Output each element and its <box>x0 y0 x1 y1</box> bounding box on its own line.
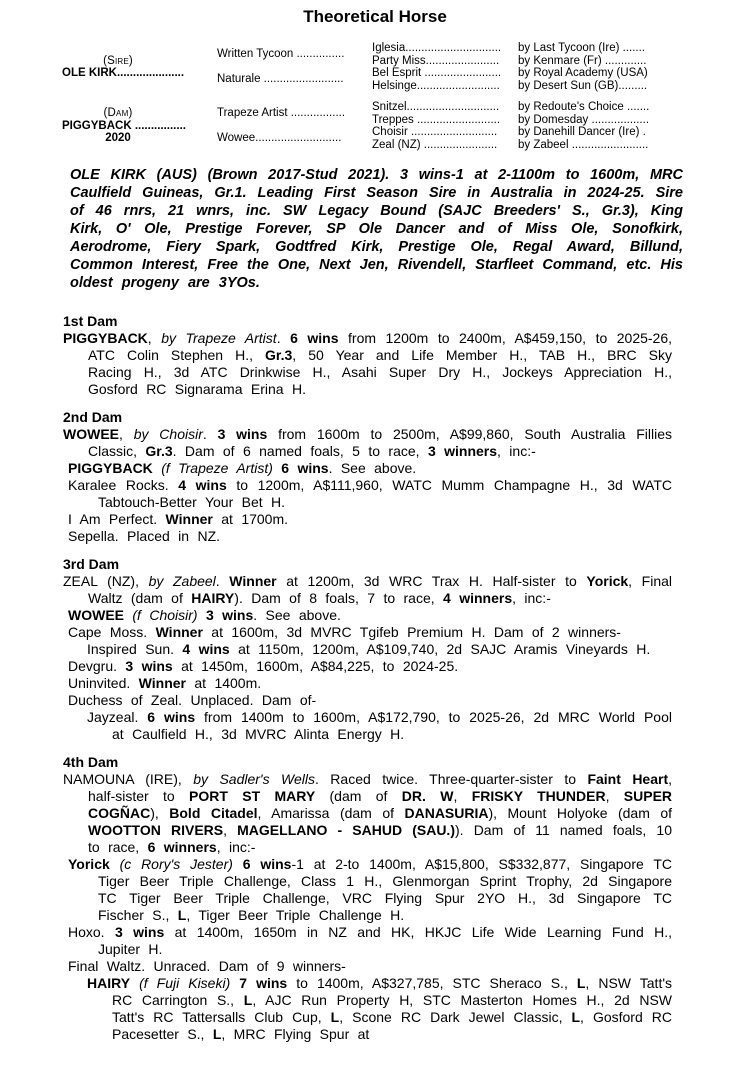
dam-grandparent-name: Zeal (NZ) ....................... <box>372 138 498 151</box>
pedigree-paragraph <box>63 924 672 958</box>
text-segment: 4 wins <box>178 477 227 493</box>
sire-tag: (Sire) <box>103 54 133 67</box>
pedigree-paragraph <box>63 426 672 460</box>
text-segment: by Sadler's Wells <box>193 771 315 787</box>
text-segment: at 1400m, 1650m in NZ and HK, HKJC Life Wide Learning Fund H., Jupiter H. <box>98 924 672 957</box>
text-segment: PORT ST MARY <box>189 788 316 804</box>
text-segment: Faint Heart <box>587 771 669 787</box>
sire-grandparent-sire: by Royal Academy (USA) <box>518 67 648 79</box>
text-segment: at 1450m, 1600m, A$84,225, to 2024-25. <box>172 658 459 674</box>
text-segment: , half-sister to <box>88 771 672 804</box>
sire-grandparent-sire: by Kenmare (Fr) ............. <box>518 54 647 67</box>
pedigree-paragraph <box>63 624 672 641</box>
text-segment: Yorick <box>68 856 110 872</box>
dam-name-cell <box>62 101 217 151</box>
text-segment: from 1200m to 2400m, A$459,150, to 2025-26, ATC Colin Stephen H., <box>88 330 673 363</box>
text-segment: 3 wins <box>114 924 165 940</box>
text-segment: ). Dam of 11 named foals, 10 to race, <box>88 822 672 855</box>
text-segment: Karalee Rocks. <box>68 477 179 493</box>
text-segment: by Trapeze Artist <box>161 330 277 346</box>
dam-section <box>63 754 672 1043</box>
pedigree-paragraph <box>63 856 672 924</box>
dam-grandparent-sire: by Domesday .................. <box>518 113 650 126</box>
text-segment: . <box>202 426 218 442</box>
text-segment: . <box>215 573 230 589</box>
dam-section <box>63 556 672 743</box>
text-segment: 3 winners <box>427 443 498 459</box>
text-segment: . Raced twice. Three-quarter-sister to <box>314 771 588 787</box>
text-segment: , <box>605 788 624 804</box>
text-segment: Gr.3 <box>145 443 173 459</box>
sire-grandparent-name: Party Miss....................... <box>372 54 500 67</box>
text-segment: at 1150m, 1200m, A$109,740, 2d SAJC Aramis Vineyards H. <box>229 641 651 657</box>
text-segment: , Tiger Beer Triple Challenge H. <box>186 907 405 923</box>
text-segment: L <box>576 975 586 991</box>
pedigree-paragraph <box>63 771 672 856</box>
text-segment: at 1400m. <box>185 675 262 691</box>
text-segment: DR. W <box>401 788 454 804</box>
pedigree-paragraph <box>63 658 672 675</box>
text-segment: L <box>571 1009 581 1025</box>
text-segment: Uninvited. <box>68 675 139 691</box>
text-segment: , inc:- <box>497 443 536 459</box>
dam-section-heading: 1st Dam <box>63 313 118 329</box>
dam-section-heading: 2nd Dam <box>63 409 123 425</box>
text-segment: Jayzeal. <box>87 709 148 725</box>
text-segment: . Dam of 6 named foals, 5 to race, <box>172 443 428 459</box>
text-segment: WOOTTON RIVERS <box>88 822 224 838</box>
sire-name: OLE KIRK..................... <box>62 67 185 79</box>
sire-grandparent-name: Iglesia.............................. <box>372 42 502 54</box>
text-segment: , <box>147 330 162 346</box>
pedigree-table <box>62 42 750 151</box>
text-segment: . See above. <box>253 607 341 623</box>
text-segment: Cape Moss. <box>68 624 156 640</box>
dam-parent-name: Trapeze Artist ................. <box>217 107 346 120</box>
text-segment: 3 wins <box>205 607 254 623</box>
pedigree-paragraph <box>63 641 672 658</box>
dam-section <box>63 409 672 545</box>
text-segment: -1 at 2-to 1400m, A$15,800, S$332,877, Singapore TC Tiger Beer Triple Challenge, Class 1 H., Glenmorgan Sprint Trophy, 2d Singapore TC Tiger Beer Triple Challenge, VRC Flying Spur 2YO H., 3d Singapore TC Fischer S., <box>98 856 673 923</box>
text-segment: 6 wins <box>281 460 329 476</box>
text-segment: Duchess of Zeal. Unplaced. Dam of- <box>68 692 317 708</box>
text-segment: 6 wins <box>242 856 292 872</box>
text-segment: PIGGYBACK <box>68 460 153 476</box>
text-segment: , Scone RC Dark Jewel Classic, <box>339 1009 572 1025</box>
text-segment: 6 wins <box>290 330 339 346</box>
text-segment: 4 winners <box>443 590 513 606</box>
text-segment: , <box>119 426 134 442</box>
text-segment: at 1200m, 3d WRC Trax H. Half-sister to <box>276 573 587 589</box>
text-segment: , 50 Year and Life Member H., TAB H., BRC Sky Racing H., 3d ATC Drinkwise H., Asahi Super Dry H., Jockeys Appreciation H., Gosford RC Signarama Erina H. <box>88 347 672 397</box>
text-segment: HAIRY <box>87 975 131 991</box>
text-segment: HAIRY <box>191 590 235 606</box>
dam-grandparent-name: Treppes .......................... <box>372 113 501 126</box>
text-segment: ), Mount Holyoke (dam of <box>488 805 673 821</box>
text-segment: 4 wins <box>182 641 230 657</box>
dam-tag: (Dam) <box>103 107 133 120</box>
text-segment <box>230 975 239 991</box>
text-segment: , Gosford RC Pacesetter S., <box>112 1009 672 1042</box>
pedigree-paragraph <box>63 958 672 975</box>
text-segment: L <box>243 992 253 1008</box>
text-segment: Inspired Sun. <box>87 641 183 657</box>
text-segment: NAMOUNA (IRE), <box>63 771 194 787</box>
text-segment <box>273 460 281 476</box>
text-segment: by Zabeel <box>148 573 216 589</box>
pedigree-paragraph <box>63 528 672 545</box>
text-segment: Final Waltz. Unraced. Dam of 9 winners- <box>68 958 346 974</box>
pedigree-paragraph <box>63 607 672 624</box>
text-segment: . <box>276 330 291 346</box>
dam-section-heading: 4th Dam <box>63 754 119 770</box>
text-segment: , <box>453 788 472 804</box>
dam-grandparent-name: Choisir ........................... <box>372 126 498 138</box>
dam-parent-name: Wowee........................... <box>217 132 342 145</box>
text-segment: (f Choisir) <box>132 607 198 623</box>
sire-name-cell <box>62 42 217 92</box>
text-segment: L <box>330 1009 340 1025</box>
text-segment: Hoxo. <box>68 924 115 940</box>
dam-grandparent-sire: by Danehill Dancer (Ire) . <box>518 126 646 138</box>
text-segment: Winner <box>155 624 203 640</box>
pedigree-paragraph <box>63 709 672 743</box>
dam-section-heading: 3rd Dam <box>63 556 120 572</box>
text-segment <box>233 856 243 872</box>
page-title: Theoretical Horse <box>303 7 447 26</box>
text-segment: (dam of <box>315 788 402 804</box>
sire-parent-name: Naturale ......................... <box>217 73 344 86</box>
text-segment: at 1600m, 3d MVRC Tgifeb Premium H. Dam of 2 winners- <box>202 624 621 640</box>
text-segment: DANASURIA <box>404 805 489 821</box>
text-segment: , inc:- <box>512 590 551 606</box>
text-segment: FRISKY THUNDER <box>471 788 606 804</box>
text-segment: Winner <box>165 511 213 527</box>
text-segment: ZEAL (NZ), <box>63 573 149 589</box>
dam-grandparent-sire: by Zabeel ........................ <box>518 138 649 151</box>
text-segment: (f Fuji Kiseki) <box>139 975 231 991</box>
text-segment: Gr.3 <box>265 347 293 363</box>
text-segment: to 1200m, A$111,960, WATC Mumm Champagne H., 3d WATC Tabtouch-Better Your Bet H. <box>98 477 673 510</box>
text-segment: , Amarissa (dam of <box>257 805 405 821</box>
dam-grandparent-sire: by Redoute's Choice ....... <box>518 101 650 113</box>
text-segment: MAGELLANO - SAHUD (SAU.) <box>237 822 455 838</box>
text-segment: 7 wins <box>239 975 288 991</box>
text-segment: from 1400m to 1600m, A$172,790, to 2025-26, 2d MRC World Pool at Caulfield H., 3d MVRC Alinta Energy H. <box>112 709 672 742</box>
text-segment: at 1700m. <box>212 511 289 527</box>
dam-sections <box>63 313 672 1043</box>
pedigree-paragraph <box>63 573 672 607</box>
text-segment: 3 wins <box>217 426 268 442</box>
sire-grandparent-name: Helsinge.......................... <box>372 79 500 92</box>
text-segment: , AJC Run Property H, STC Masterton Homes H., 2d NSW Tatt's RC Tattersalls Club Cup, <box>112 992 672 1025</box>
text-segment: PIGGYBACK <box>63 330 148 346</box>
text-segment: , Final Waltz (dam of <box>88 573 672 606</box>
dam-section <box>63 313 672 398</box>
text-segment: Bold Citadel <box>169 805 258 821</box>
text-segment: . See above. <box>328 460 417 476</box>
pedigree-paragraph <box>63 975 672 1043</box>
text-segment: L <box>177 907 187 923</box>
pedigree-paragraph <box>63 477 672 511</box>
text-segment: 6 winners <box>147 839 217 855</box>
text-segment: , inc:- <box>216 839 256 855</box>
text-segment: ). Dam of 8 foals, 7 to race, <box>234 590 444 606</box>
pedigree-paragraph <box>63 460 672 477</box>
text-segment: , MRC Flying Spur at <box>221 1026 370 1042</box>
text-segment: Winner <box>229 573 277 589</box>
sire-grandparent-sire: by Desert Sun (GB)......... <box>518 79 648 92</box>
text-segment: Devgru. <box>68 658 126 674</box>
text-segment: (c Rory's Jester) <box>119 856 233 872</box>
text-segment: Yorick <box>586 573 629 589</box>
pedigree-paragraph <box>63 692 672 709</box>
sire-summary: OLE KIRK (AUS) (Brown 2017-Stud 2021). 3 wins-1 at 2-1100m to 1600m, MRC Caulfield Guineas, Gr.1. Leading First Season Sire in Australia in 2024-25. Sire of 46 rnrs, 21 wnrs, inc. SW Legacy Bound (SAJC Breeders' S., Gr.3), King Kirk, O' Ole, Prestige Forever, SP Ole Dancer and of Miss Ole, Sonofkirk, Aerodrome, Fiery Spark, Godtfred Kirk, Prestige Ole, Regal Award, Billund, Common Interest, Free the One, Next Jen, Rivendell, Starfleet Command, etc. His oldest progeny are 3YOs. <box>70 167 683 291</box>
text-segment <box>153 460 161 476</box>
dam-name: PIGGYBACK ................ <box>62 119 186 132</box>
text-segment: 6 wins <box>147 709 196 725</box>
text-segment: , <box>223 822 238 838</box>
text-segment: WOWEE <box>68 607 124 623</box>
text-segment: ), <box>150 805 170 821</box>
text-segment <box>198 607 206 623</box>
sire-parent-name: Written Tycoon ............... <box>217 48 345 61</box>
dam-grandparent-name: Snitzel............................. <box>372 101 500 113</box>
text-segment: to 1400m, A$327,785, STC Sheraco S., <box>287 975 577 991</box>
text-segment: SUPER COGÑAC <box>88 788 673 821</box>
text-segment <box>130 975 139 991</box>
sire-grandparent-sire: by Last Tycoon (Ire) ....... <box>518 42 645 54</box>
text-segment: by Choisir <box>133 426 203 442</box>
pedigree-paragraph <box>63 330 672 398</box>
text-segment: from 1600m to 2500m, A$99,860, South Australia Fillies Classic, <box>88 426 673 459</box>
text-segment: (f Trapeze Artist) <box>161 460 273 476</box>
text-segment <box>110 856 120 872</box>
text-segment: 3 wins <box>125 658 173 674</box>
pedigree-paragraph <box>63 675 672 692</box>
pedigree-paragraph <box>63 511 672 528</box>
text-segment: Winner <box>138 675 186 691</box>
text-segment: , NSW Tatt's RC Carrington S., <box>112 975 673 1008</box>
text-segment: Sepella. Placed in NZ. <box>68 528 221 544</box>
text-segment: WOWEE <box>63 426 119 442</box>
dam-year: 2020 <box>105 132 131 145</box>
sire-grandparent-name: Bel Esprit ........................ <box>372 67 502 79</box>
text-segment: L <box>212 1026 222 1042</box>
text-segment: I Am Perfect. <box>68 511 166 527</box>
